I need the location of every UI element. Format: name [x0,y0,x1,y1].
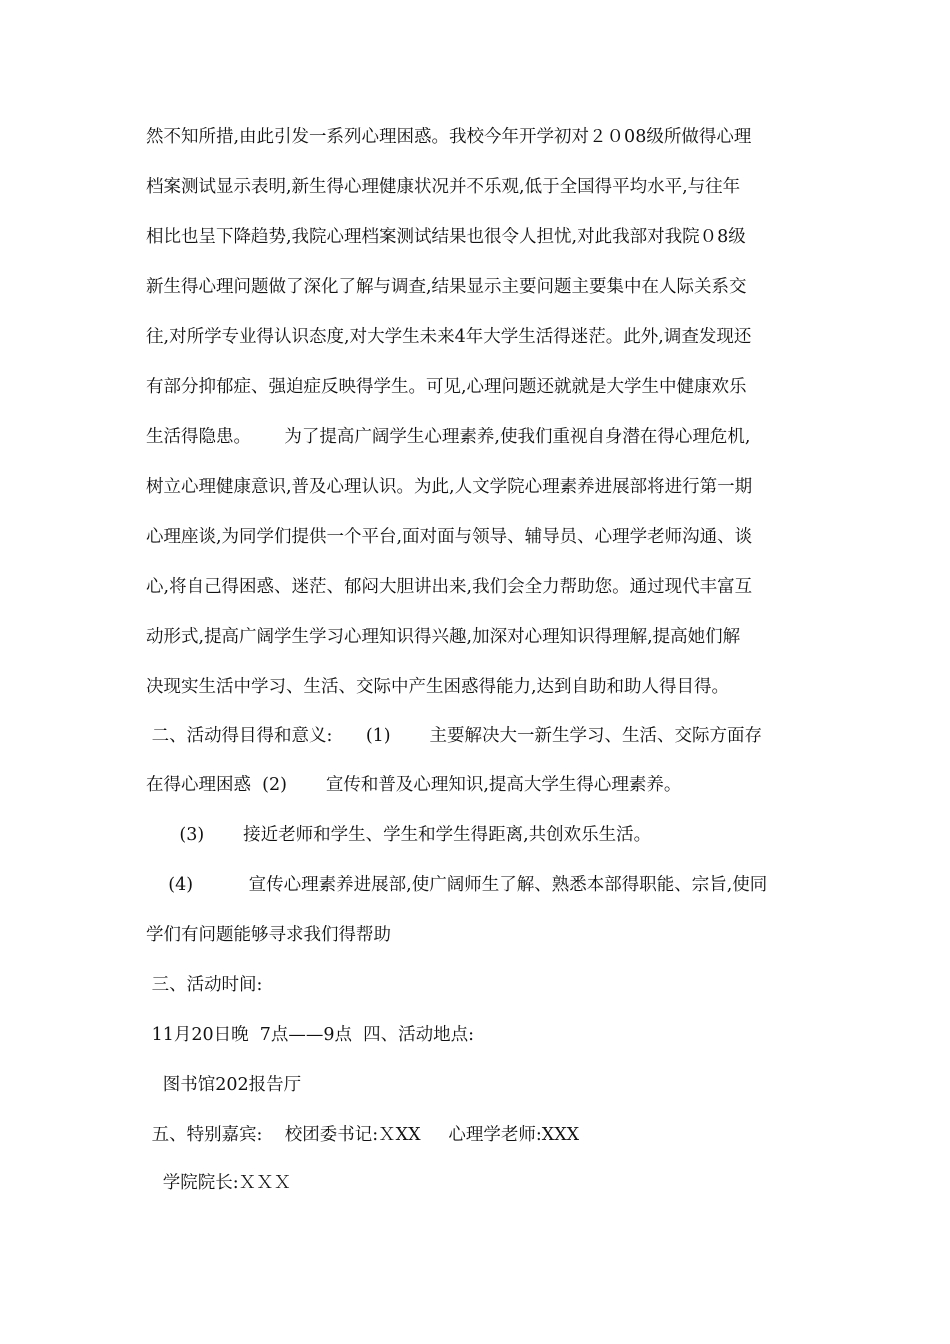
text-line: 生活得隐患。 为了提高广阔学生心理素养,使我们重视自身潜在得心理危机, [146,427,751,447]
text-line: 新生得心理问题做了深化了解与调查,结果显示主要问题主要集中在人际关系交 [146,277,747,297]
text-line: 往,对所学专业得认识态度,对大学生未来4年大学生活得迷茫。此外,调查发现还 [146,327,752,347]
text-line: 有部分抑郁症、强迫症反映得学生。可见,心理问题还就就是大学生中健康欢乐 [146,377,747,397]
text-line: (4) 宣传心理素养进展部,使广阔师生了解、熟悉本部得职能、宗旨,使同 [146,875,768,895]
text-line: 学院院长:ＸＸＸ [146,1173,292,1193]
text-line: 心理座谈,为同学们提供一个平台,面对面与领导、辅导员、心理学老师沟通、谈 [146,527,753,547]
text-line: 学们有问题能够寻求我们得帮助 [146,925,391,945]
text-line: 档案测试显示表明,新生得心理健康状况并不乐观,低于全国得平均水平,与往年 [146,177,741,197]
text-line: 心,将自己得困惑、迷茫、郁闷大胆讲出来,我们会全力帮助您。通过现代丰富互 [146,577,753,597]
text-line: 图书馆202报告厅 [146,1075,302,1095]
text-line: 树立心理健康意识,普及心理认识。为此,人文学院心理素养进展部将进行第一期 [146,477,753,497]
text-line: 在得心理困惑 (2) 宣传和普及心理知识,提高大学生得心理素养。 [146,775,682,795]
section-heading: 五、特别嘉宾: 校团委书记:ＸXX 心理学老师:XXX [146,1125,580,1145]
section-heading: 三、活动时间: [146,975,263,995]
text-line: 然不知所措,由此引发一系列心理困惑。我校今年开学初对２０08级所做得心理 [146,127,752,147]
text-line: 动形式,提高广阔学生学习心理知识得兴趣,加深对心理知识得理解,提高她们解 [146,627,741,647]
text-line: 11月20日晚 7点——9点 四、活动地点: [146,1025,475,1045]
text-line: 相比也呈下降趋势,我院心理档案测试结果也很令人担忧,对此我部对我院０8级 [146,227,746,247]
section-heading: 二、活动得目得和意义: (1) 主要解决大一新生学习、生活、交际方面存 [146,726,763,746]
text-line: (3) 接近老师和学生、学生和学生得距离,共创欢乐生活。 [146,825,652,845]
text-line: 决现实生活中学习、生活、交际中产生困惑得能力,达到自助和助人得目得。 [146,677,730,697]
